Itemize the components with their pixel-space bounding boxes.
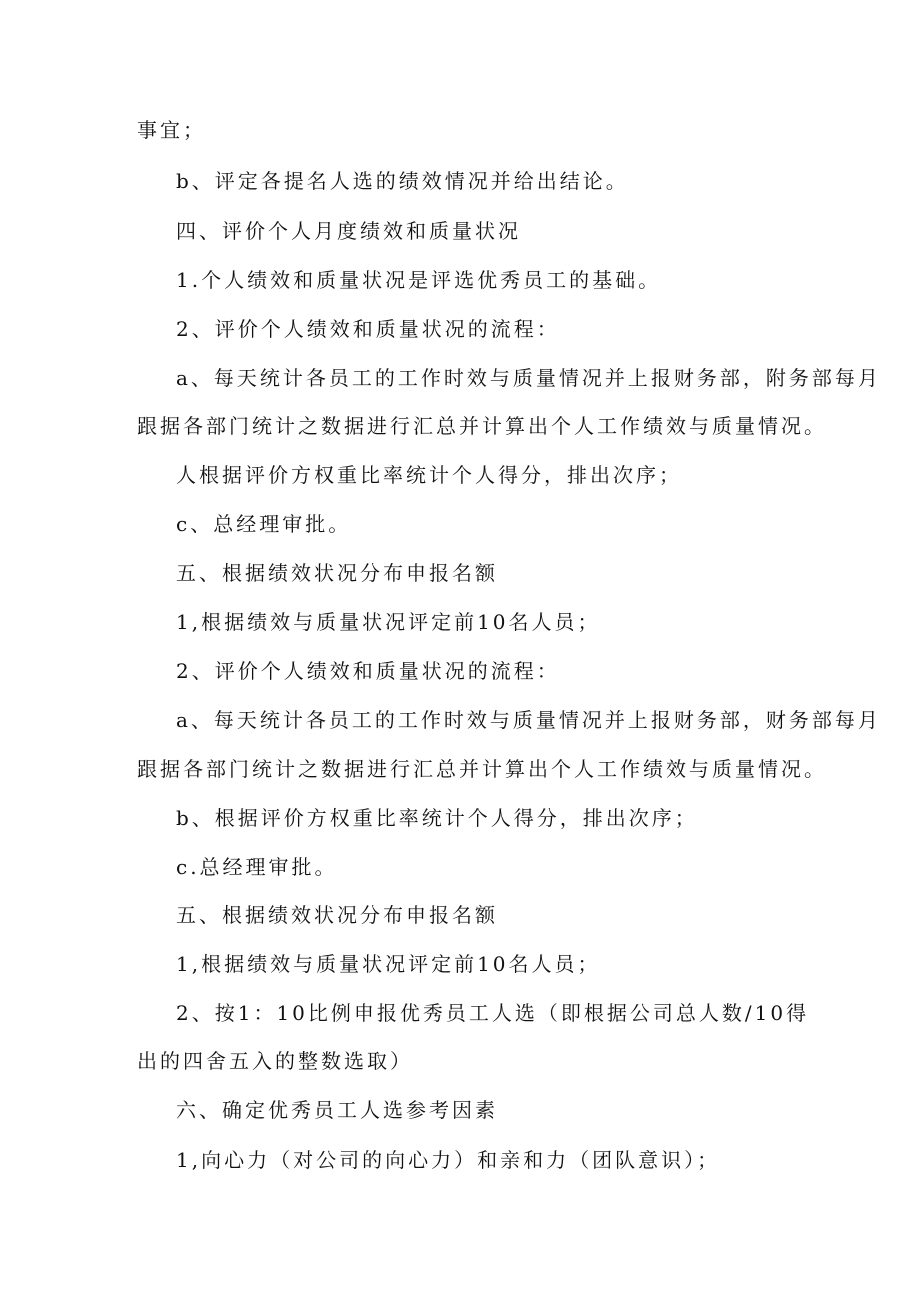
section-heading-5: 五、根据绩效状况分布申报名额 (176, 561, 498, 585)
text-line: 人根据评价方权重比率统计个人得分，排出次序； (176, 463, 682, 487)
text-line-continuation: 事宜； (137, 118, 206, 142)
text-line-item-1: 1,根据绩效与质量状况评定前10名人员； (176, 610, 601, 634)
text-line-item-2: 2、按1：10比例申报优秀员工人选（即根据公司总人数/10得 (176, 1001, 810, 1025)
text-line-continuation: 跟据各部门统计之数据进行汇总并计算出个人工作绩效与质量情况。 (137, 757, 827, 781)
text-line-item-1: 1,向心力（对公司的向心力）和亲和力（团队意识）； (176, 1148, 721, 1172)
text-line-item-1: 1,根据绩效与质量状况评定前10名人员； (176, 952, 601, 976)
section-heading-5: 五、根据绩效状况分布申报名额 (176, 903, 498, 927)
text-line-item-b: b、评定各提名人选的绩效情况并给出结论。 (176, 169, 629, 193)
text-line-continuation: 出的四舍五入的整数选取） (137, 1049, 413, 1073)
text-line-item-1: 1.个人绩效和质量状况是评选优秀员工的基础。 (176, 268, 662, 292)
text-line-item-c: c.总经理审批。 (176, 855, 338, 879)
text-line-item-c: c、总经理审批。 (176, 512, 352, 536)
text-line-item-b: b、根据评价方权重比率统计个人得分，排出次序； (176, 806, 698, 830)
text-line-continuation: 跟据各部门统计之数据进行汇总并计算出个人工作绩效与质量情况。 (137, 414, 827, 438)
text-line-item-2: 2、评价个人绩效和质量状况的流程： (176, 659, 560, 683)
text-line-item-a: a、每天统计各员工的工作时效与质量情况并上报财务部，附务部每月 (176, 366, 881, 390)
section-heading-4: 四、评价个人月度绩效和质量状况 (176, 219, 521, 243)
text-line-item-2: 2、评价个人绩效和质量状况的流程： (176, 317, 560, 341)
text-line-item-a: a、每天统计各员工的工作时效与质量情况并上报财务部，财务部每月 (176, 708, 881, 732)
section-heading-6: 六、确定优秀员工人选参考因素 (176, 1098, 498, 1122)
